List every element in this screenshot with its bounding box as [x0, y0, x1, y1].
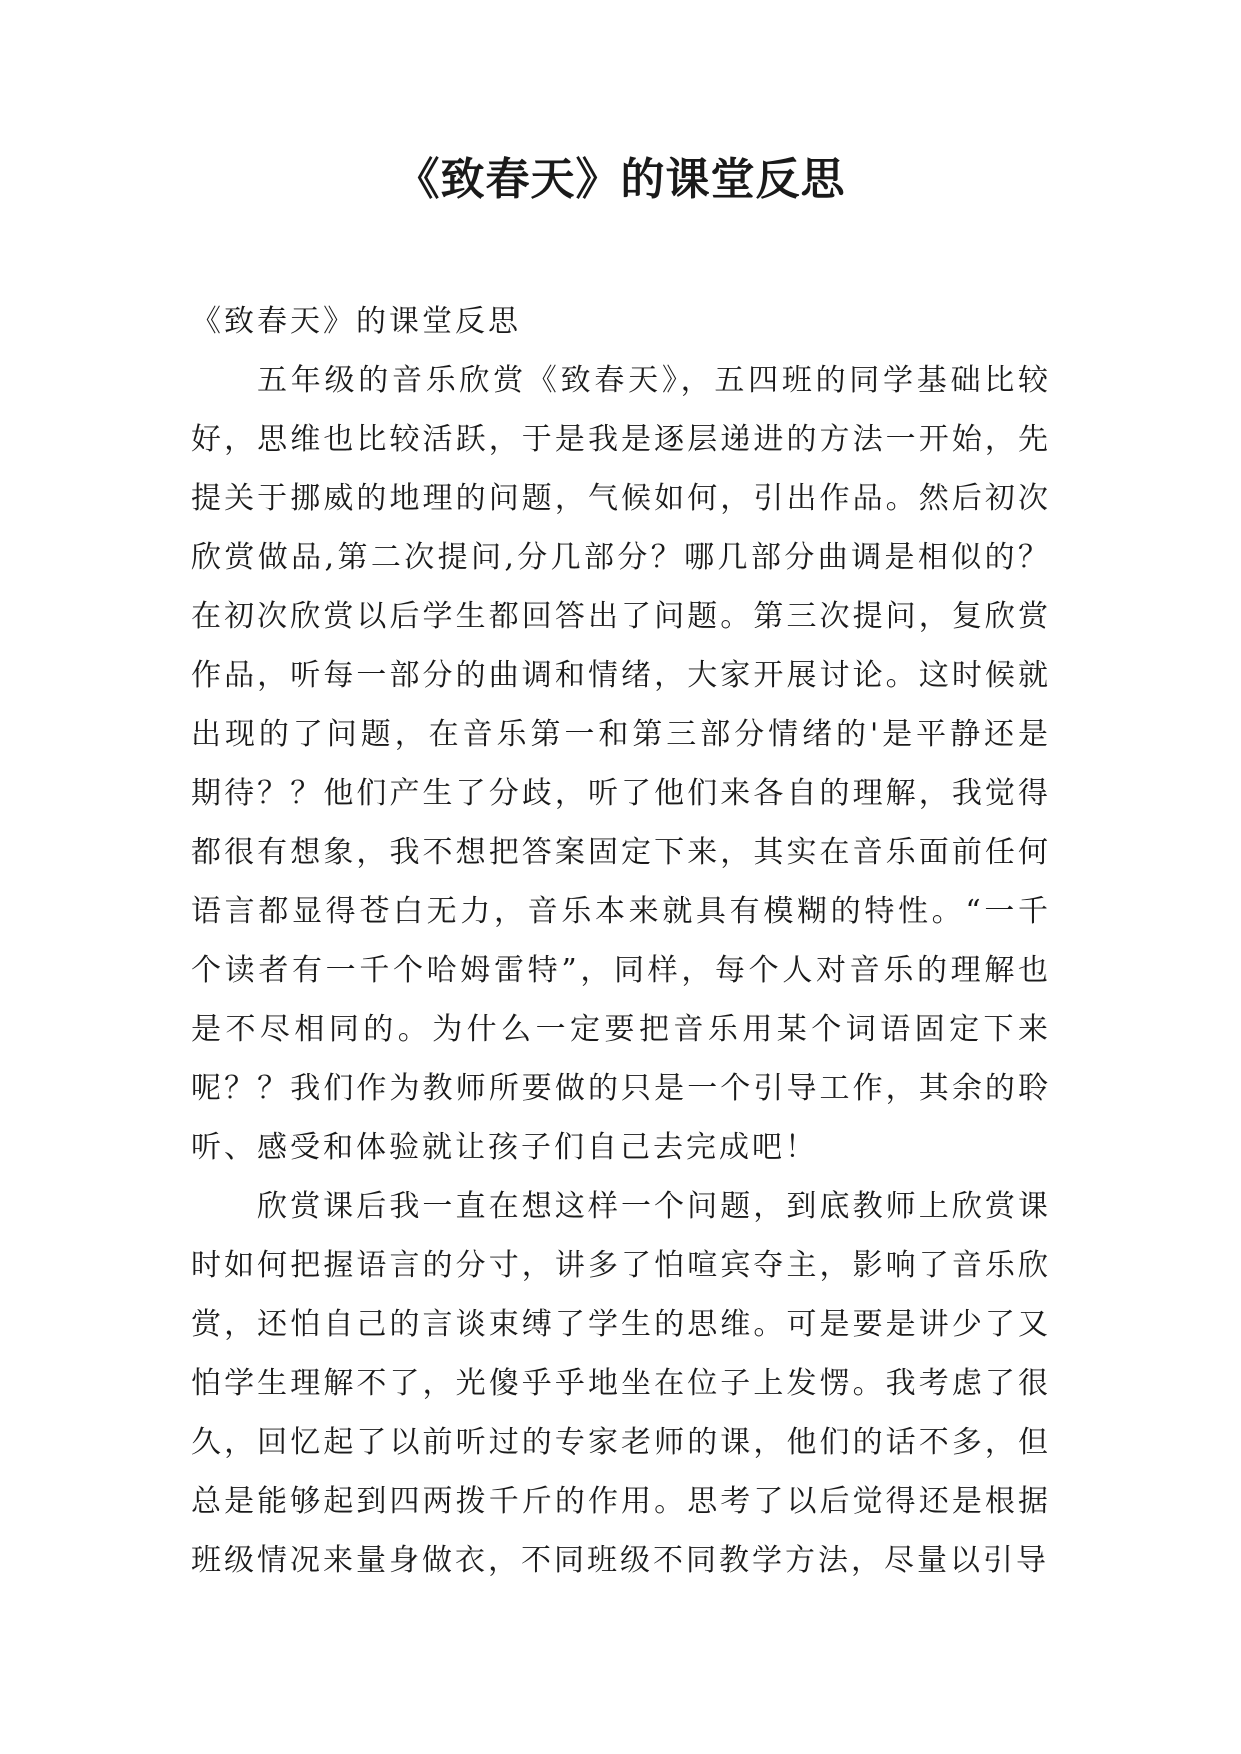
paragraph-2: 欣赏课后我一直在想这样一个问题，到底教师上欣赏课时如何把握语言的分寸，讲多了怕喧宾夺主，影响了音乐欣赏，还怕自己的言谈束缚了学生的思维。可是要是讲少了又怕学生理解不了，光傻乎乎地坐在位子上发愣。我考虑了很久，回忆起了以前听过的专家老师的课，他们的话不多，但总是能够起到四两拨千斤的作用。思考了以后觉得还是根据班级情况来量身做衣，不同班级不同教学方法，尽量以引导 [191, 1189, 1051, 1578]
document-body [191, 292, 1051, 1590]
document-subtitle: 《致春天》的课堂反思 [191, 304, 521, 339]
document-title: 《致春天》的课堂反思 [395, 154, 846, 205]
paragraph-1: 五年级的音乐欣赏《致春天》，五四班的同学基础比较好，思维也比较活跃，于是我是逐层递进的方法一开始，先提关于挪威的地理的问题，气候如何，引出作品。然后初次欣赏做品,第二次提问,分几部分？哪几部分曲调是相似的？在初次欣赏以后学生都回答出了问题。第三次提问，复欣赏作品，听每一部分的曲调和情绪，大家开展讨论。这时候就出现的了问题，在音乐第一和第三部分情绪的'是平静还是期待？？他们产生了分歧，听了他们来各自的理解，我觉得都很有想象，我不想把答案固定下来，其实在音乐面前任何语言都显得苍白无力，音乐本来就具有模糊的特性。“一千个读者有一千个哈姆雷特”，同样，每个人对音乐的理解也是不尽相同的。为什么一定要把音乐用某个词语固定下来呢？？我们作为教师所要做的只是一个引导工作，其余的聆听、感受和体验就让孩子们自己去完成吧！ [191, 363, 1051, 1165]
